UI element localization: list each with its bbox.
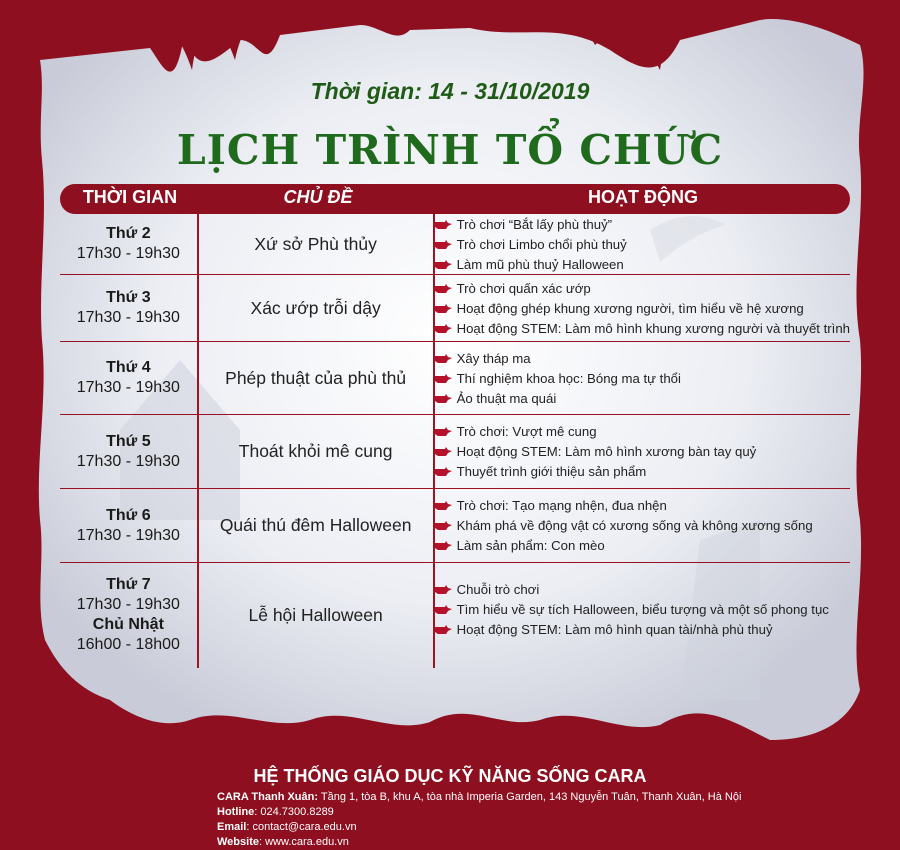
hours-label: 16h00 - 18h00 <box>76 636 180 654</box>
schedule-table <box>60 214 850 668</box>
list-item: Hoạt động STEM: Làm mô hình khung xương người và thuyết trình <box>435 318 850 338</box>
time-cell <box>60 342 198 415</box>
pointing-hand-icon <box>435 260 452 269</box>
list-item: Hoạt động STEM: Làm mô hình xương bàn tay quỷ <box>435 442 850 462</box>
list-item: Thuyết trình giới thiệu sản phẩm <box>435 462 850 482</box>
day-label: Thứ 6 <box>106 506 151 524</box>
day-label: Thứ 5 <box>106 432 151 450</box>
table-row <box>60 415 850 489</box>
list-item: Trò chơi quấn xác ướp <box>435 278 850 298</box>
list-item: Ảo thuật ma quái <box>435 388 850 408</box>
table-row <box>60 489 850 563</box>
event-date: Thời gian: 14 - 31/10/2019 <box>310 78 590 104</box>
header-topic: CHỦ ĐỀ <box>283 187 353 207</box>
table-row <box>60 214 850 275</box>
list-item: Trò chơi: Vượt mê cung <box>435 422 850 442</box>
pointing-hand-icon <box>435 304 452 313</box>
organization-name: HỆ THỐNG GIÁO DỤC KỸ NĂNG SỐNG CARA <box>253 766 647 786</box>
topic-cell: Quái thú đêm Halloween <box>198 489 434 563</box>
topic-cell: Xác ướp trỗi dậy <box>198 275 434 342</box>
list-item: Tìm hiểu về sự tích Halloween, biểu tượng và một số phong tục <box>435 599 850 619</box>
table-row <box>60 275 850 342</box>
pointing-hand-icon <box>435 585 452 594</box>
website-label: Website <box>217 836 259 848</box>
list-item: Trò chơi: Tạo mạng nhện, đua nhện <box>435 496 850 516</box>
day-label: Chủ Nhật <box>92 616 164 634</box>
day-label: Thứ 4 <box>106 359 151 376</box>
day-label: Thứ 7 <box>106 576 151 594</box>
pointing-hand-icon <box>435 447 452 456</box>
activities-cell <box>434 342 850 415</box>
topic-cell: Phép thuật của phù thủ <box>198 342 434 415</box>
day-label: Thứ 3 <box>106 289 151 306</box>
list-item: Hoạt động ghép khung xương người, tìm hiểu về hệ xương <box>435 298 850 318</box>
email-line <box>217 820 900 835</box>
pointing-hand-icon <box>435 284 452 293</box>
activities-cell <box>434 275 850 342</box>
time-cell <box>60 415 198 489</box>
pointing-hand-icon <box>435 541 452 550</box>
pointing-hand-icon <box>435 605 452 614</box>
time-cell <box>60 489 198 563</box>
footer <box>0 766 900 850</box>
pointing-hand-icon <box>435 240 452 249</box>
list-item: Hoạt động STEM: Làm mô hình quan tài/nhà phù thuỷ <box>435 619 850 639</box>
hotline-line <box>217 805 900 820</box>
list-item: Làm sản phẩm: Con mèo <box>435 536 850 556</box>
pointing-hand-icon <box>435 354 452 363</box>
branch-address: Tầng 1, tòa B, khu A, tòa nhà Imperia Garden, 143 Nguyễn Tuân, Thanh Xuân, Hà Nội <box>320 791 742 803</box>
topic-cell: Lễ hội Halloween <box>198 563 434 668</box>
branch-line <box>217 790 900 805</box>
list-item: Trò chơi Limbo chổi phù thuỷ <box>435 234 850 254</box>
pointing-hand-icon <box>435 467 452 476</box>
pointing-hand-icon <box>435 324 452 333</box>
hours-label: 17h30 - 19h30 <box>76 379 180 396</box>
time-cell <box>60 563 198 668</box>
hours-label: 17h30 - 19h30 <box>76 452 180 470</box>
list-item: Thí nghiệm khoa học: Bóng ma tự thổi <box>435 368 850 388</box>
hours-label: 17h30 - 19h30 <box>76 309 180 326</box>
email-label: Email <box>217 821 247 833</box>
topic-cell: Thoát khỏi mê cung <box>198 415 434 489</box>
website-line <box>217 835 900 850</box>
activities-cell <box>434 489 850 563</box>
hours-label: 17h30 - 19h30 <box>76 245 180 262</box>
list-item: Xây tháp ma <box>435 348 850 368</box>
hotline-number: : 024.7300.8289 <box>254 806 334 818</box>
pointing-hand-icon <box>435 501 452 510</box>
page-title: LỊCH TRÌNH TỔ CHỨC <box>176 126 724 174</box>
activities-cell <box>434 563 850 668</box>
hours-label: 17h30 - 19h30 <box>76 526 180 544</box>
table-row <box>60 342 850 415</box>
hotline-label: Hotline <box>217 806 255 818</box>
email-address: : contact@cara.edu.vn <box>246 821 357 833</box>
activities-cell <box>434 415 850 489</box>
pointing-hand-icon <box>435 427 452 436</box>
list-item: Trò chơi “Bắt lấy phù thuỷ” <box>435 214 850 234</box>
contact-info <box>217 790 900 850</box>
pointing-hand-icon <box>435 521 452 530</box>
header-time: THỜI GIAN <box>82 187 178 207</box>
pointing-hand-icon <box>435 220 452 229</box>
hours-label: 17h30 - 19h30 <box>76 596 180 614</box>
activities-cell <box>434 214 850 275</box>
branch-label: CARA Thanh Xuân: <box>217 791 319 803</box>
pointing-hand-icon <box>435 625 452 634</box>
pointing-hand-icon <box>435 394 452 403</box>
topic-cell: Xứ sở Phù thủy <box>198 214 434 275</box>
website-url: : www.cara.edu.vn <box>258 836 349 848</box>
time-cell <box>60 275 198 342</box>
list-item: Chuỗi trò chơi <box>435 579 850 599</box>
time-cell <box>60 214 198 275</box>
day-label: Thứ 2 <box>106 225 151 242</box>
header-activities: HOẠT ĐỘNG <box>588 187 698 207</box>
pointing-hand-icon <box>435 374 452 383</box>
list-item: Làm mũ phù thuỷ Halloween <box>435 254 850 274</box>
table-row <box>60 563 850 668</box>
list-item: Khám phá về động vật có xương sống và không xương sống <box>435 516 850 536</box>
